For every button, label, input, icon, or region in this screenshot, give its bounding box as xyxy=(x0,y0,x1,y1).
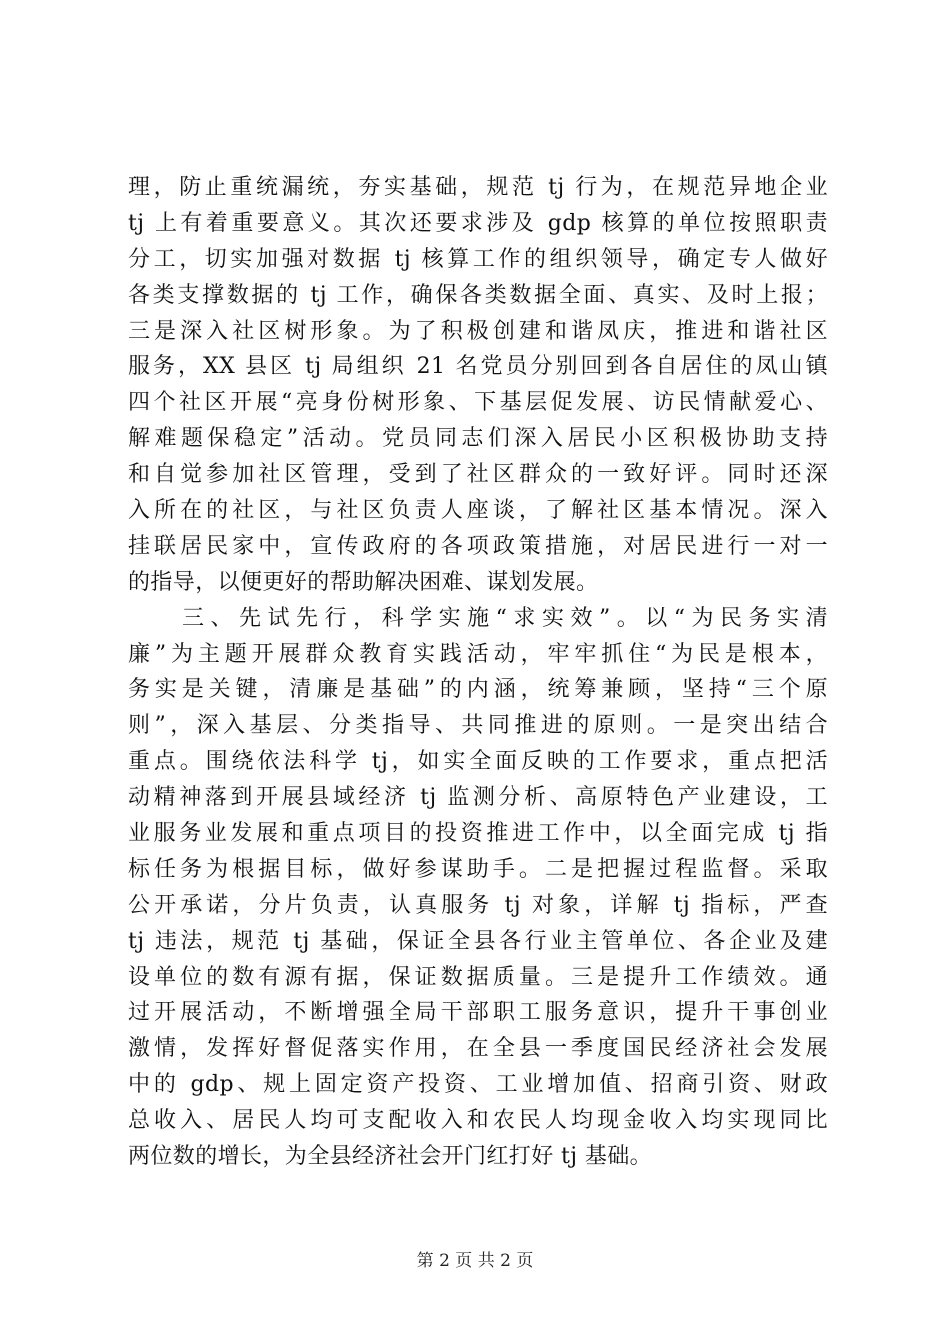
text-line: 挂联居民家中，宣传政府的各项政策措施，对居民进行一对一 xyxy=(128,533,828,559)
text-line: 各类支撑数据的 tj 工作，确保各类数据全面、真实、及时上报； xyxy=(128,282,828,308)
text-line: 则”，深入基层、分类指导、共同推进的原则。一是突出结合 xyxy=(128,713,828,739)
text-line: 入所在的社区，与社区负责人座谈，了解社区基本情况。深入 xyxy=(128,498,828,524)
text-line: tj 违法，规范 tj 基础，保证全县各行业主管单位、各企业及建 xyxy=(128,928,828,954)
text-line: 三是深入社区树形象。为了积极创建和谐凤庆，推进和谐社区 xyxy=(128,318,828,344)
document-body xyxy=(128,170,828,1175)
text-line: 业服务业发展和重点项目的投资推进工作中，以全面完成 tj 指 xyxy=(128,821,828,847)
text-line: 四个社区开展“亮身份树形象、下基层促发展、访民情献爱心、 xyxy=(128,390,828,416)
section-heading-line: 三、先试先行，科学实施“求实效”。以“为民务实清 xyxy=(182,605,828,631)
text-line: 和自觉参加社区管理，受到了社区群众的一致好评。同时还深 xyxy=(128,462,828,488)
text-line: 重点。围绕依法科学 tj，如实全面反映的工作要求，重点把活 xyxy=(128,749,828,775)
text-line: 理，防止重统漏统，夯实基础，规范 tj 行为，在规范异地企业 xyxy=(128,175,828,200)
text-line: 中的 gdp、规上固定资产投资、工业增加值、招商引资、财政 xyxy=(128,1072,828,1098)
text-line: 动精神落到开展县域经济 tj 监测分析、高原特色产业建设，工 xyxy=(128,785,828,811)
text-line: tj 上有着重要意义。其次还要求涉及 gdp 核算的单位按照职责 xyxy=(128,210,828,236)
text-line: 务实是关键，清廉是基础”的内涵，统筹兼顾，坚持“三个原 xyxy=(128,677,828,703)
text-line: 设单位的数有源有据，保证数据质量。三是提升工作绩效。通 xyxy=(128,964,828,990)
text-line: 激情，发挥好督促落实作用，在全县一季度国民经济社会发展 xyxy=(128,1036,828,1062)
text-line: 分工，切实加强对数据 tj 核算工作的组织领导，确定专人做好 xyxy=(128,246,828,272)
text-line: 的指导，以便更好的帮助解决困难、谋划发展。 xyxy=(128,569,599,595)
text-line: 标任务为根据目标，做好参谋助手。二是把握过程监督。采取 xyxy=(128,856,828,882)
text-line: 两位数的增长，为全县经济社会开门红打好 tj 基础。 xyxy=(128,1144,653,1170)
text-line: 服务，XX 县区 tj 局组织 21 名党员分别回到各自居住的凤山镇 xyxy=(128,354,828,380)
text-line: 过开展活动，不断增强全局干部职工服务意识，提升干事创业 xyxy=(128,1000,828,1026)
text-line: 总收入、居民人均可支配收入和农民人均现金收入均实现同比 xyxy=(128,1108,828,1134)
text-line: 解难题保稳定”活动。党员同志们深入居民小区积极协助支持 xyxy=(128,426,828,452)
text-line: 公开承诺，分片负责，认真服务 tj 对象，详解 tj 指标，严查 xyxy=(128,892,828,918)
text-line: 廉”为主题开展群众教育实践活动，牢牢抓住“为民是根本， xyxy=(128,641,828,667)
page-number-footer: 第 2 页 共 2 页 xyxy=(416,1251,534,1271)
